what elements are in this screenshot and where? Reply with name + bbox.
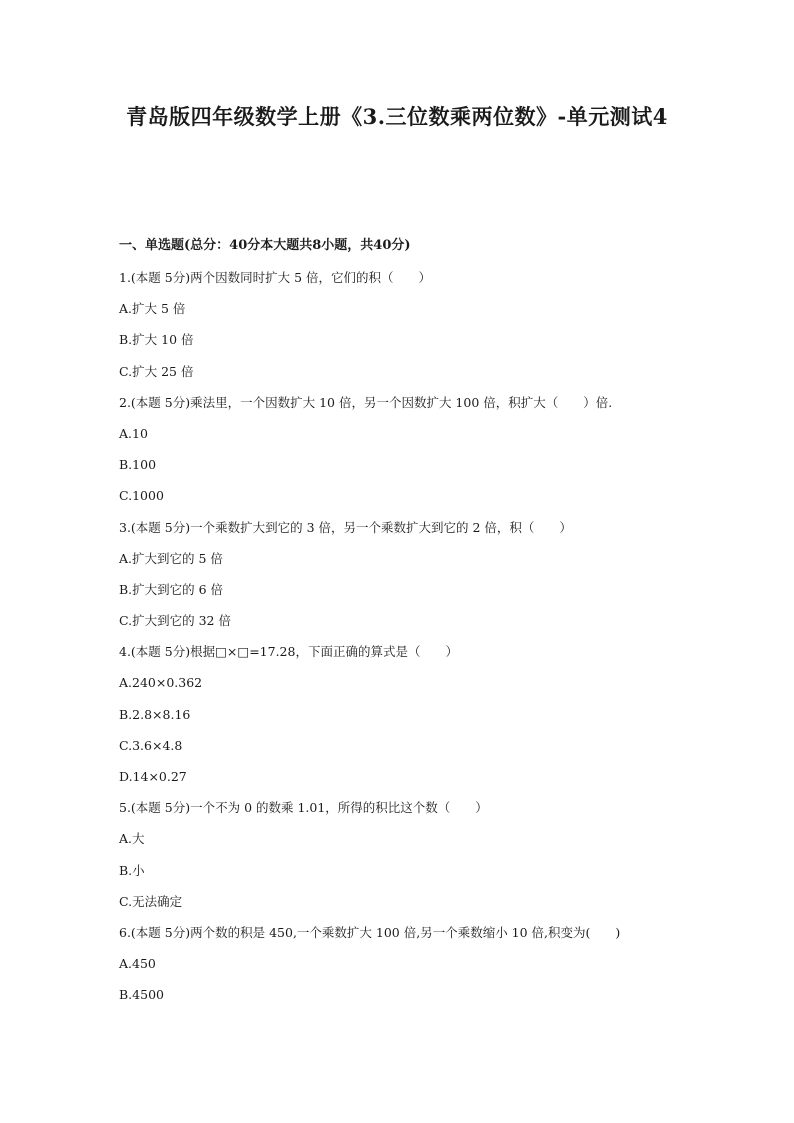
question-list — [119, 268, 719, 1017]
question-4-option-a: A.240×0.362 — [119, 675, 203, 691]
question-4-option-c: C.3.6×4.8 — [119, 737, 183, 753]
question-2: 2.(本题 5分)乘法里，一个因数扩大 10 倍，另一个因数扩大 100 倍，积扩大（ ）倍. — [119, 394, 613, 410]
question-4-option-d: D.14×0.27 — [119, 769, 187, 784]
question-4: 4.(本题 5分)根据□×□=17.28，下面正确的算式是（ ） — [119, 644, 458, 660]
question-6-option-b: B.4500 — [119, 987, 164, 1003]
section-heading: 一、单选题(总分：40分本大题共8小题，共40分) — [119, 238, 411, 253]
question-4-option-b: B.2.8×8.16 — [119, 706, 191, 722]
question-6: 6.(本题 5分)两个数的积是 450,一个乘数扩大 100 倍,另一个乘数缩小 10 倍,积变为( ) — [119, 924, 621, 940]
question-5-option-a: A.大 — [119, 831, 145, 847]
question-1-option-b: B.扩大 10 倍 — [119, 332, 194, 348]
question-1-option-a: A.扩大 5 倍 — [119, 301, 186, 317]
question-6-option-a: A.450 — [119, 956, 156, 972]
question-1: 1.(本题 5分)两个因数同时扩大 5 倍，它们的积（ ） — [119, 270, 432, 285]
question-5-option-b: B.小 — [119, 862, 145, 878]
question-5: 5.(本题 5分)一个不为 0 的数乘 1.01，所得的积比这个数（ ） — [119, 800, 488, 816]
question-2-option-c: C.1000 — [119, 488, 164, 504]
question-2-option-a: A.10 — [119, 425, 148, 441]
question-2-option-b: B.100 — [119, 457, 157, 473]
question-3-option-a: A.扩大到它的 5 倍 — [119, 550, 223, 566]
page-title: 青岛版四年级数学上册《3.三位数乘两位数》-单元测试4 — [126, 104, 668, 129]
question-1-option-c: C.扩大 25 倍 — [119, 363, 194, 379]
question-3-option-b: B.扩大到它的 6 倍 — [119, 581, 224, 597]
question-3-option-c: C.扩大到它的 32 倍 — [119, 613, 231, 629]
question-5-option-c: C.无法确定 — [119, 893, 183, 909]
question-3: 3.(本题 5分)一个乘数扩大到它的 3 倍，另一个乘数扩大到它的 2 倍，积（ ） — [119, 519, 572, 535]
